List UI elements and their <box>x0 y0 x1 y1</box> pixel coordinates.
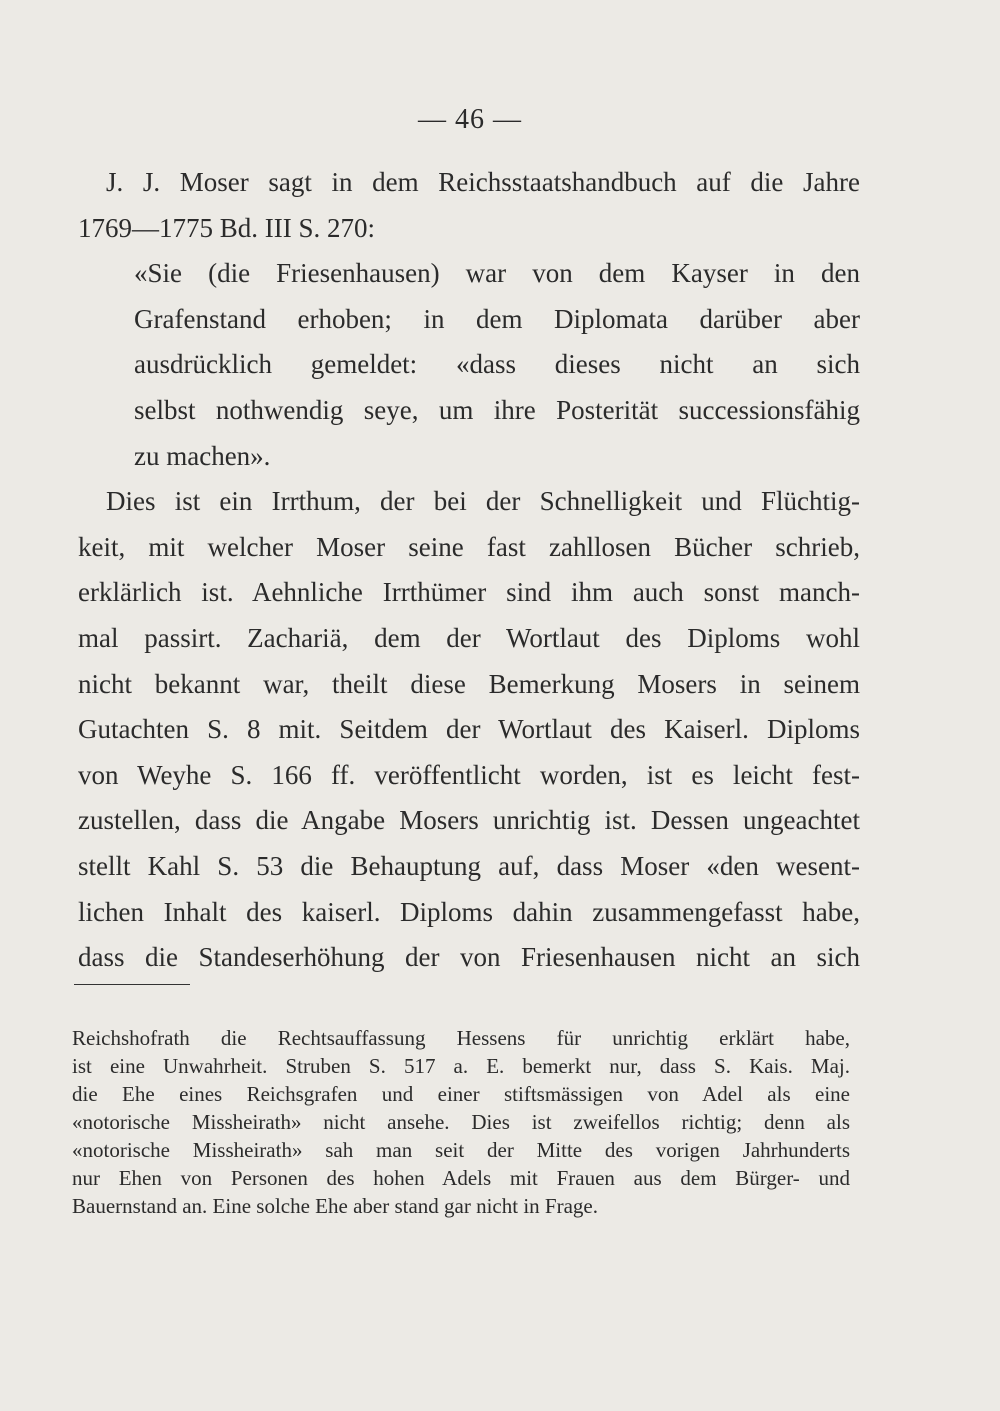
text-line: lichen Inhalt des kaiserl. Diploms dahin zusammengefasst habe, <box>78 896 860 927</box>
text-line: keit, mit welcher Moser seine fast zahllosen Bücher schrieb, <box>78 531 860 562</box>
text-line: 1769—1775 Bd. III S. 270: <box>78 212 375 243</box>
text-line: zustellen, dass die Angabe Mosers unrichtig ist. Dessen ungeachtet <box>78 805 860 836</box>
text-line: selbst nothwendig seye, um ihre Posterität successionsfähig <box>134 394 860 425</box>
page-number: — 46 — <box>418 104 522 135</box>
main-text <box>78 160 860 981</box>
text-line: Gutachten S. 8 mit. Seitdem der Wortlaut des Kaiserl. Diploms <box>78 714 860 745</box>
text-line: zu machen». <box>134 440 271 471</box>
text-line: nicht bekannt war, theilt diese Bemerkung Mosers in seinem <box>78 668 860 699</box>
text-line: stellt Kahl S. 53 die Behauptung auf, dass Moser «den wesent- <box>78 850 860 881</box>
footnote-separator <box>74 984 190 985</box>
text-line: «Sie (die Friesenhausen) war von dem Kayser in den <box>134 258 860 289</box>
text-line: von Weyhe S. 166 ff. veröffentlicht worden, ist es leicht fest- <box>78 759 860 790</box>
text-line: mal passirt. Zachariä, dem der Wortlaut des Diploms wohl <box>78 622 860 653</box>
footnote-text <box>72 1024 850 1220</box>
footnote-line: Reichshofrath die Rechtsauffassung Hessens für unrichtig erklärt habe, <box>72 1026 850 1050</box>
footnote-line: «notorische Missheirath» sah man seit der Mitte des vorigen Jahrhunderts <box>72 1138 850 1162</box>
text-line: ausdrücklich gemeldet: «dass dieses nicht an sich <box>134 349 860 380</box>
footnote-line: Bauernstand an. Eine solche Ehe aber stand gar nicht in Frage. <box>72 1194 598 1218</box>
footnote-line: die Ehe eines Reichsgrafen und einer stiftsmässigen von Adel als eine <box>72 1082 850 1106</box>
text-line: dass die Standeserhöhung der von Friesenhausen nicht an sich <box>78 942 860 973</box>
footnote-line: «notorische Missheirath» nicht ansehe. Dies ist zweifellos richtig; denn als <box>72 1110 850 1134</box>
text-line: J. J. Moser sagt in dem Reichsstaatshandbuch auf die Jahre <box>106 167 860 197</box>
text-line: erklärlich ist. Aehnliche Irrthümer sind ihm auch sonst manch- <box>78 577 860 608</box>
footnote-line: ist eine Unwahrheit. Struben S. 517 a. E. bemerkt nur, dass S. Kais. Maj. <box>72 1054 850 1078</box>
footnote-line: nur Ehen von Personen des hohen Adels mit Frauen aus dem Bürger- und <box>72 1166 850 1190</box>
text-line: Dies ist ein Irrthum, der bei der Schnelligkeit und Flüchtig- <box>106 486 860 517</box>
text-line: Grafenstand erhoben; in dem Diplomata darüber aber <box>134 303 860 334</box>
